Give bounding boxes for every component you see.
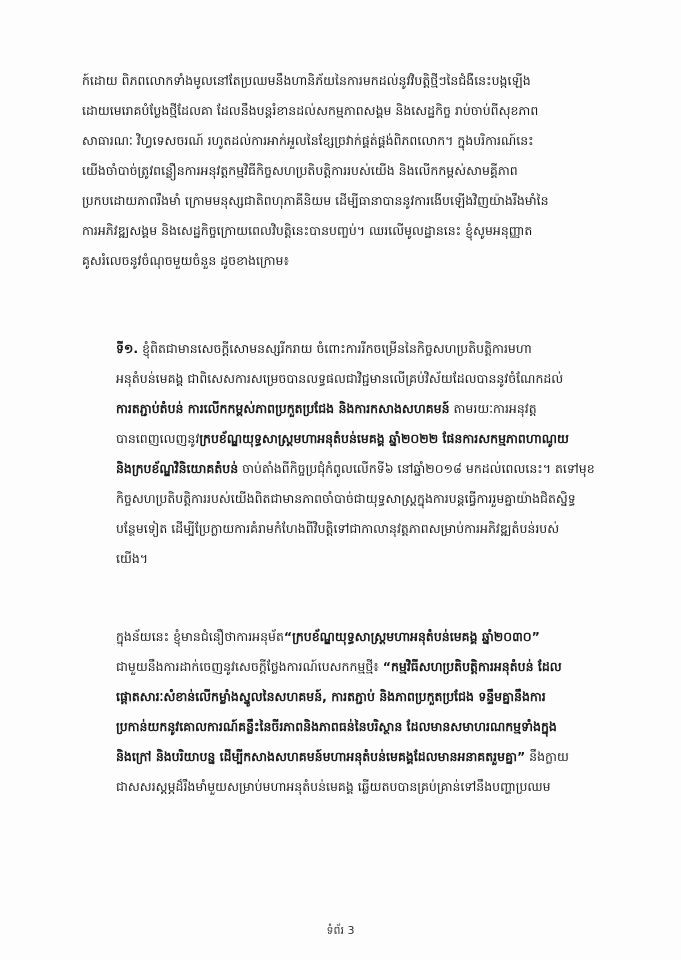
text-line bbox=[82, 622, 602, 652]
paragraph-1 bbox=[82, 66, 602, 276]
text-line bbox=[82, 454, 602, 484]
text-line bbox=[82, 514, 602, 544]
bold-text-run: “ក្របខ័ណ្ឌយុទ្ធសាស្ត្រមហាអនុតំបន់មេគង្គ ឆ្នាំ២០៣០” bbox=[283, 629, 540, 644]
text-line bbox=[82, 484, 602, 514]
text-line bbox=[82, 216, 602, 246]
text-line bbox=[82, 334, 602, 364]
text-line bbox=[82, 712, 602, 742]
text-run: ការអភិវឌ្ឍសង្គម និងសេដ្ឋកិច្ចក្រោយពេលវិបត្តិនេះបានបញ្ចប់។ ឈរលើមូលដ្ឋាននេះ ខ្ញុំសូមអនុញ្ញាត bbox=[82, 223, 533, 238]
text-line bbox=[82, 424, 602, 454]
text-run: បានពេញលេញនូវ bbox=[116, 431, 200, 446]
text-line bbox=[82, 96, 602, 126]
paragraph-3 bbox=[82, 622, 602, 802]
text-line bbox=[82, 156, 602, 186]
text-line bbox=[82, 652, 602, 682]
text-run: យើង។ bbox=[116, 551, 149, 566]
text-line bbox=[82, 772, 602, 802]
text-run: កិច្ចសហប្រតិបត្តិការរបស់យើងពិតជាមានភាពចាំបាច់ជាយុទ្ធសាស្ត្រក្នុងការបន្តធ្វើការរួមគ្នាយ៉ាងជិតស្និទ្ធ bbox=[116, 491, 576, 506]
text-run: ជាសសរស្តម្ភដ៏រឹងមាំមួយសម្រាប់មហាអនុតំបន់មេគង្គ ឆ្លើយតបបានគ្រប់គ្រាន់ទៅនឹងបញ្ហាប្រឈម bbox=[116, 779, 551, 794]
bold-text-run: ប្រកាន់យកនូវគោលការណ៍គន្លឹះនៃចីរភាពនិងភាពធន់នៃបរិស្ថាន ដែលមានសមាហរណកម្មទាំងក្នុង bbox=[116, 719, 557, 734]
text-line bbox=[82, 682, 602, 712]
page-number: ទំព័រ 3 bbox=[326, 924, 355, 937]
text-run: ប្រកបដោយភាពរឹងមាំ ក្រោមមនុស្សជាតិពហុភាគីនិយម ដើម្បីធានាបាននូវការងើបឡើងវិញយ៉ាងរឹងមាំនៃ bbox=[82, 193, 549, 208]
text-run: ដោយមេរោគបំប្លែងថ្មីដែលគា ដែលនឹងបន្តរំខានដល់សកម្មភាពសង្គម និងសេដ្ឋកិច្ច រាប់ចាប់ពីសុខភាព bbox=[82, 103, 539, 118]
bold-text-run: ផ្តោតសារៈសំខាន់លើកម្លាំងស្នូលនៃសហគមន៍, ការតភ្ជាប់ និងភាពប្រកួតប្រជែង ទន្ទឹមគ្នានឹងការ bbox=[116, 689, 546, 704]
text-line bbox=[82, 66, 602, 96]
text-line bbox=[82, 394, 602, 424]
paragraph-2 bbox=[82, 334, 602, 574]
text-run: ក្នុងន័យនេះ ខ្ញុំមានជំនឿថាការអនុម័ត bbox=[116, 629, 284, 644]
bold-text-run: ការតភ្ជាប់តំបន់ ការលើកកម្ពស់ភាពប្រកួតប្រជែង និងការកសាងសហគមន៍ bbox=[116, 401, 450, 416]
bold-text-run: និងក្រៅ និងបរិយាបន្ន ដើម្បីកសាងសហគមន៍មហាអនុតំបន់មេគង្គដែលមានអនាគតរួមគ្នា” bbox=[116, 749, 526, 764]
text-run: ក៍ដោយ ពិភពលោកទាំងមូលនៅតែប្រឈមនឹងហានិភ័យនៃការមកដល់នូវវិបត្តិថ្មីៗនៃជំងឺនេះបង្កឡើង bbox=[82, 73, 531, 88]
text-run: បន្ថែមទៀត ដើម្បីប្រែក្លាយការគំរាមកំហែងពីវិបត្តិទៅជាកាលានុវត្តភាពសម្រាប់ការអភិវឌ្ឍតំបន់របស់ bbox=[116, 521, 560, 536]
text-run: ខ្ញុំពិតជាមានសេចក្តីសោមនស្សរីករាយ ចំពោះការរីកចម្រើននៃកិច្ចសហប្រតិបត្តិការមហា bbox=[138, 341, 532, 356]
text-run: អនុតំបន់មេគង្គ ជាពិសេសការសម្រេចបានលទ្ធផលជាវិជ្ជមានលើគ្រប់វិស័យដែលបាននូវចំណែកដល់ bbox=[116, 371, 564, 386]
text-line bbox=[82, 544, 602, 574]
text-line bbox=[82, 742, 602, 772]
text-run: ជាមួយនឹងការដាក់ចេញនូវសេចក្តីថ្លែងការណ៍បេសកកម្មថ្មី៖ bbox=[116, 659, 383, 674]
text-run: គូសរំលេចនូវចំណុចមួយចំនួន ដូចខាងក្រោម៖ bbox=[82, 253, 289, 268]
text-run: សាធារណៈ វិហ្វទេសចរណ៍ រហូតដល់ការអាក់អួលនៃខ្សែច្រវាក់ផ្គត់ផ្គង់ពិភពលោក។ ក្នុងបរិការណ៍នេះ bbox=[82, 133, 534, 148]
text-line bbox=[82, 126, 602, 156]
text-line bbox=[82, 246, 602, 276]
text-line bbox=[82, 186, 602, 216]
text-run: ចាប់តាំងពីកិច្ចប្រជុំកំពូលលើកទី៦ នៅឆ្នាំ២០១៨ មកដល់ពេលនេះ។ តទៅមុខ bbox=[238, 461, 595, 476]
bold-text-run: ក្របខ័ណ្ឌយុទ្ធសាស្ត្រមហាអនុតំបន់មេគង្គ ឆ្នាំ២០២២ ផែនការសកម្មភាពហាណូយ bbox=[199, 431, 569, 446]
text-line bbox=[82, 364, 602, 394]
bold-text-run: ទី១. bbox=[116, 341, 139, 356]
text-run: នឹងក្លាយ bbox=[525, 749, 569, 764]
text-run: តាមរយៈការអនុវត្ត bbox=[449, 401, 537, 416]
text-run: យើងចាំបាច់ត្រូវពន្លឿនការអនុវត្តកម្មវិធីកិច្ចសហប្រតិបត្តិការរបស់យើង និងលើកកម្ពស់សាមគ្គីភាព bbox=[82, 163, 518, 178]
bold-text-run: “កម្មវិធីសហប្រតិបត្តិការអនុតំបន់ ដែល bbox=[382, 659, 562, 674]
bold-text-run: និងក្របខ័ណ្ឌវិនិយោគតំបន់ bbox=[116, 461, 239, 476]
